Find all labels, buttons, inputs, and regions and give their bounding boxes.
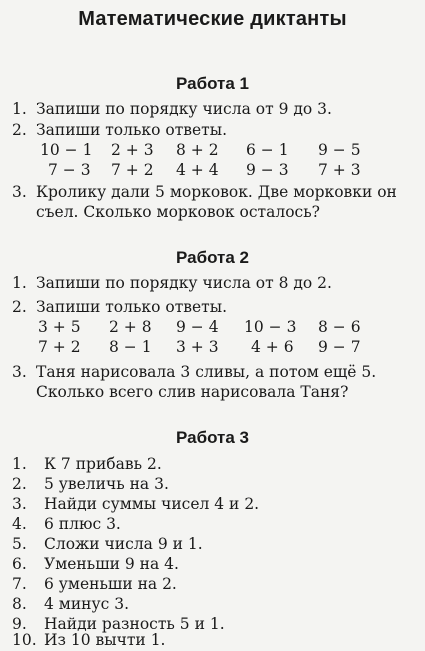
work2-heading: Работа 2	[176, 248, 249, 267]
expression: 9 − 3	[246, 161, 289, 179]
work3-item	[12, 494, 417, 514]
expression: 7 + 2	[38, 338, 81, 356]
item-number: 8.	[12, 595, 27, 613]
item-text: Уменьши 9 на 4.	[44, 555, 179, 573]
task-text: Запиши по порядку числа от 8 до 2.	[36, 274, 332, 292]
item-text: К 7 прибавь 2.	[44, 455, 162, 473]
work3-item	[12, 454, 417, 474]
task-text: Запиши по порядку числа от 9 до 3.	[36, 100, 332, 118]
work1-heading: Работа 1	[176, 74, 249, 93]
expression: 3 + 5	[38, 318, 81, 336]
work3-item	[12, 474, 417, 494]
work3-item	[12, 534, 417, 554]
expression: 7 + 2	[111, 161, 154, 179]
item-number: 9.	[12, 615, 27, 633]
expression: 8 − 1	[109, 338, 152, 356]
expression: 4 + 4	[176, 161, 219, 179]
work1-task-3-continued: съел. Сколько морковок осталось?	[36, 203, 320, 221]
task-number: 2.	[12, 298, 27, 316]
work2-task-2	[12, 297, 417, 317]
item-number: 3.	[12, 495, 27, 513]
task-number: 2.	[12, 121, 27, 139]
item-text: 4 минус 3.	[44, 595, 130, 613]
item-text: Сложи числа 9 и 1.	[44, 535, 203, 553]
work1-task-2	[12, 120, 417, 140]
expression: 7 − 3	[48, 161, 91, 179]
item-number: 4.	[12, 515, 27, 533]
expression: 2 + 8	[109, 318, 152, 336]
expression: 6 − 1	[246, 141, 289, 159]
task-number: 3.	[12, 363, 27, 381]
work2-task-1	[12, 273, 417, 293]
item-text: 5 увеличь на 3.	[44, 475, 169, 493]
task-number: 1.	[12, 100, 27, 118]
item-number: 1.	[12, 455, 27, 473]
work1-task-1	[12, 99, 417, 119]
item-number: 2.	[12, 475, 27, 493]
work1-task-3	[12, 182, 417, 202]
page-title: Математические диктанты	[78, 8, 347, 30]
work3-item	[12, 514, 417, 534]
expression: 10 − 1	[40, 141, 93, 159]
item-number: 6.	[12, 555, 27, 573]
item-text: Найди суммы чисел 4 и 2.	[44, 495, 260, 513]
item-number: 5.	[12, 535, 27, 553]
item-number: 7.	[12, 575, 27, 593]
task-text: Запиши только ответы.	[36, 121, 228, 139]
task-text: Кролику дали 5 морковок. Две морковки он	[36, 183, 397, 201]
item-text: Найди разность 5 и 1.	[44, 615, 225, 633]
work3-item	[12, 574, 417, 594]
task-text: Таня нарисовала 3 сливы, а потом ещё 5.	[36, 363, 377, 381]
task-number: 1.	[12, 274, 27, 292]
expression: 2 + 3	[111, 141, 154, 159]
item-number: 10.	[12, 631, 37, 649]
work3-heading: Работа 3	[176, 428, 249, 447]
task-text: Запиши только ответы.	[36, 298, 228, 316]
expression: 8 − 6	[318, 318, 361, 336]
expression: 9 − 7	[318, 338, 361, 356]
expression: 9 − 5	[318, 141, 361, 159]
work2-task-3-continued: Сколько всего слив нарисовала Таня?	[36, 383, 349, 401]
expression: 9 − 4	[176, 318, 219, 336]
item-text: 6 уменьши на 2.	[44, 575, 177, 593]
work3-item	[12, 630, 417, 650]
work2-task-3	[12, 362, 417, 382]
work3-item	[12, 594, 417, 614]
item-text: Из 10 вычти 1.	[44, 631, 166, 649]
expression: 3 + 3	[176, 338, 219, 356]
work3-item	[12, 554, 417, 574]
expression: 7 + 3	[318, 161, 361, 179]
expression: 10 − 3	[244, 318, 297, 336]
expression: 4 + 6	[251, 338, 294, 356]
expression: 8 + 2	[176, 141, 219, 159]
item-text: 6 плюс 3.	[44, 515, 121, 533]
task-number: 3.	[12, 183, 27, 201]
